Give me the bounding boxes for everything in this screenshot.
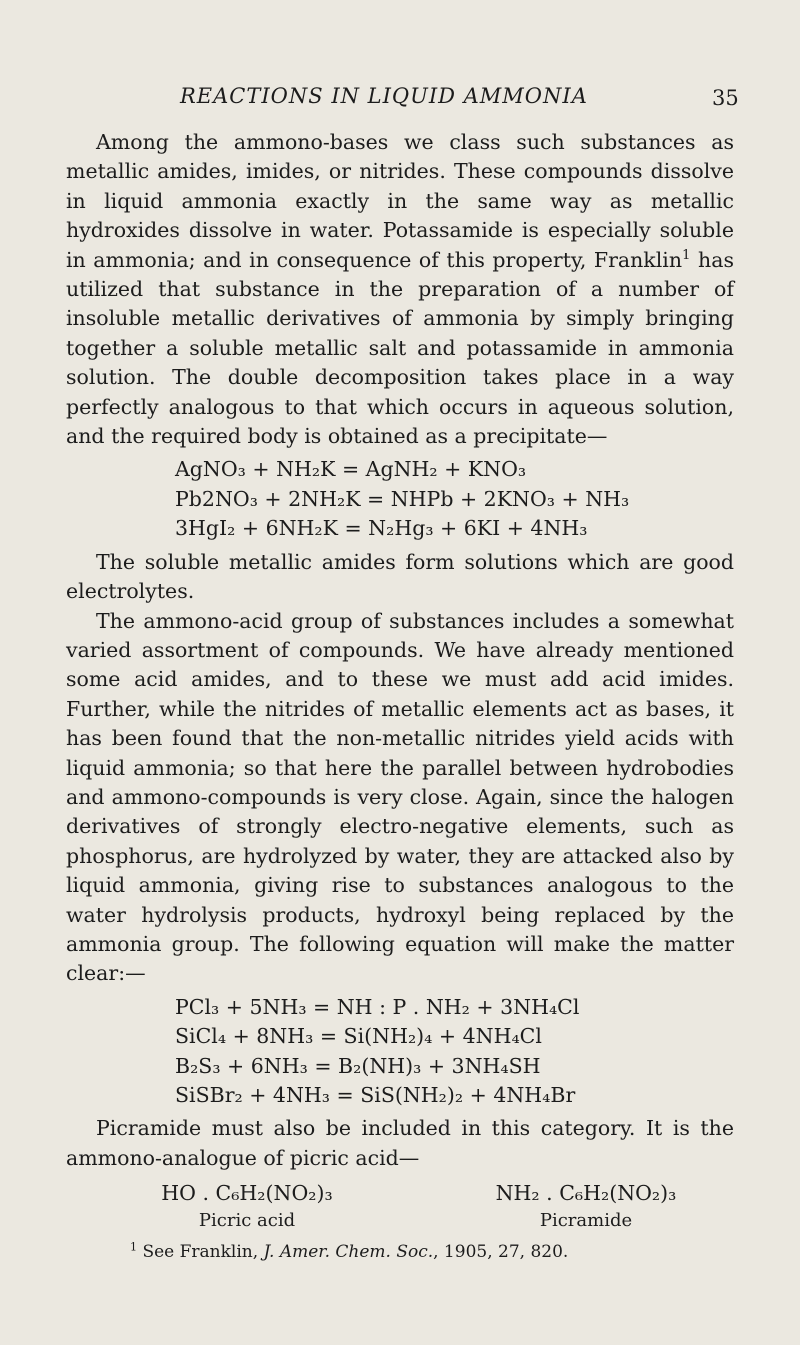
formula-comparison bbox=[66, 1179, 734, 1234]
equation bbox=[175, 1022, 734, 1051]
equation bbox=[175, 455, 734, 484]
journal-name: J. Amer. Chem. Soc. bbox=[263, 1242, 434, 1263]
page-header bbox=[0, 84, 800, 124]
page-number: 35 bbox=[712, 86, 739, 110]
equation-text: AgNO₃ + NH₂K = AgNH₂ + KNO₃ bbox=[175, 457, 527, 482]
equation bbox=[175, 485, 734, 514]
paragraph-text: Among the ammono-bases we class such substances as metallic amides, imides, or nitrides. These compounds dissolve in liquid ammonia exactly in the same way as metallic hydroxides dissolve in water. Potassamide is especially soluble in ammonia; and in consequence of this property, Franklin bbox=[66, 130, 734, 272]
equation-group-ammonolysis bbox=[175, 993, 734, 1111]
equation bbox=[175, 514, 734, 543]
picric-acid-formula bbox=[132, 1179, 362, 1234]
equation-text: B₂S₃ + 6NH₃ = B₂(NH)₃ + 3NH₄SH bbox=[175, 1053, 541, 1078]
paragraph-text: has utilized that substance in the preparation of a number of insoluble metallic derivatives of ammonia by simply bringing together a soluble metallic salt and potassamide in ammonia solution. The double decomposition takes place in a way perfectly analogous to that which occurs in aqueous solution, and the required body is obtained as a precipitate— bbox=[66, 247, 734, 449]
running-title: REACTIONS IN LIQUID AMMONIA bbox=[180, 84, 588, 108]
formula: NH₂ . C₆H₂(NO₂)₃ bbox=[495, 1181, 677, 1206]
paragraph-ammono-acids: The ammono-acid group of substances includes a somewhat varied assortment of compounds. We have already mentioned some acid amides, and to these we must add acid imides. Further, while the nitrides of metallic elements act as bases, it has been found that the non-metallic nitrides yield acids with liquid ammonia; so that here the parallel between hydrobodies and ammono-compounds is very close. Again, since the halogen derivatives of strongly electro-negative elements, such as phosphorus, are hydrolyzed by water, they are attacked also by liquid ammonia, giving rise to substances analogous to the water hydrolysis products, hydroxyl being replaced by the ammonia group. The following equation will make the matter clear:— bbox=[66, 608, 734, 986]
formula: HO . C₆H₂(NO₂)₃ bbox=[161, 1181, 333, 1206]
footnote-text: See Franklin, bbox=[142, 1242, 264, 1263]
equation bbox=[175, 993, 734, 1022]
formula-label: Picric acid bbox=[198, 1210, 296, 1232]
footnote-text: , 1905, 27, 820. bbox=[433, 1242, 569, 1263]
footnote-marker: 1 bbox=[130, 1240, 138, 1254]
equation bbox=[175, 1052, 734, 1081]
equation bbox=[175, 1081, 734, 1110]
equation-text: Pb2NO₃ + 2NH₂K = NHPb + 2KNO₃ + NH₃ bbox=[175, 486, 630, 511]
equation-text: SiSBr₂ + 4NH₃ = SiS(NH₂)₂ + 4NH₄Br bbox=[175, 1083, 576, 1107]
picramide-formula bbox=[466, 1179, 706, 1234]
equation-text: 3HgI₂ + 6NH₂K = N₂Hg₃ + 6KI + 4NH₃ bbox=[175, 516, 588, 541]
paragraph-ammono-bases bbox=[66, 128, 734, 451]
equation-text: PCl₃ + 5NH₃ = NH : P . NH₂ + 3NH₄Cl bbox=[175, 994, 580, 1019]
footnote-reference: 1 bbox=[682, 247, 691, 263]
footnote bbox=[66, 1240, 734, 1264]
page-body bbox=[66, 128, 734, 1264]
equation-text: SiCl₄ + 8NH₃ = Si(NH₂)₄ + 4NH₄Cl bbox=[175, 1024, 542, 1049]
paragraph-picramide: Picramide must also be included in this category. It is the ammono-analogue of picric acid— bbox=[66, 1116, 734, 1170]
formula-label: Picramide bbox=[539, 1210, 633, 1232]
equation-group-amides bbox=[175, 455, 734, 543]
paragraph-electrolytes: The soluble metallic amides form solutions which are good electrolytes. bbox=[66, 549, 734, 604]
